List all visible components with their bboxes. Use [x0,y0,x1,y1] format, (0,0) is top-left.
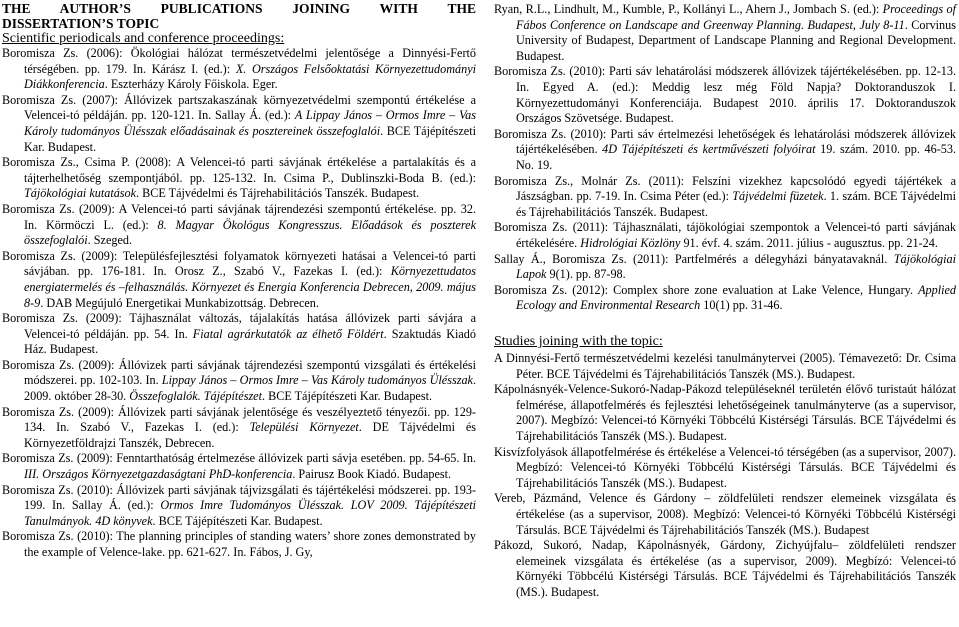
entry-italic-text: Összefoglalók. Tájépítészet [129,389,262,404]
bibliography-entry [2,46,476,93]
entry-text: Boromisza Zs. (2012): Complex shore zone evaluation at Lake Velence, Hungary. [494,282,919,297]
bibliography-entry [2,249,476,311]
bibliography-entry [2,451,476,482]
entry-italic-text: Applied Ecology and Environmental Research [516,282,956,313]
left-column [2,2,476,561]
entry-text: . Pairusz Book Kiadó. Budapest. [292,467,452,482]
entry-italic-text: Tájvédelmi füzetek [732,189,824,204]
entry-text: 9(1). pp. 87-98. [546,267,626,282]
entry-text: . Corvinus University of Budapest, Department of Landscape Planning and Regional Development. Budapest. [516,17,956,63]
entry-italic-text: 4D Tájépítészeti és kertművészeti folyóirat [602,142,816,157]
entry-text: Boromisza Zs. (2009): Fenntarthatóság értelmezése állóvizek parti sávja esetében. pp. 54-65. In. [2,451,476,466]
bibliography-entry [2,405,476,452]
bibliography-entry [2,529,476,560]
entry-text: Boromisza Zs. (2011): Tájhasználati, tájökológiai szempontok a Velencei-tó parti sávjának értékelésére. [494,220,956,250]
entry-text: . Szaktudás Kiadó Ház. Budapest. [24,326,476,357]
study-entry [494,445,956,492]
entry-text: Boromisza Zs. (2009): Tájhasználat változás, tájalakítás hatása állóvizek parti sávjára a Velencei-tó példáján. pp. 54. In. [2,311,476,341]
entry-text: A Dinnyési-Fertő természetvédelmi kezelési tanulmánytervei (2005). Témavezető: Dr. Csima Péter. BCE Tájvédelmi és Tájrehabilitációs Tanszék (MS.). Budapest. [494,351,956,381]
entry-italic-text: Ormos Imre Tudományos Ülésszak. LOV 2009. Tájépítészeti Tanulmányok. 4D könyvek [24,498,476,528]
entry-italic-text: Proceedings of Fábos Conference on Landscape and Greenway Planning. Budapest, July 8-11 [516,2,956,32]
bibliography-entry [494,220,956,251]
entry-italic-text: III. Országos Környezetgazdaságtani PhD-konferencia [24,467,293,482]
entry-text: Boromisza Zs. (2010): Parti sáv lehatárolási módszerek állóvizek tájértékelésében. pp. 12-13. In. Egyed A. (ed.): Meddig lesz még Föld Napja? Doktoranduszok I. Környezettudományi Konferenciája. Budapest 2010. április 17. Doktoranduszok Országos Szövetsége. Budapest. [494,64,956,126]
entry-text: . BCE Tájépítészeti Kar. Budapest. [152,513,323,528]
bibliography-entry [2,358,476,405]
left-entry-list [2,46,476,561]
entry-italic-text: 8. Magyar Ökológus Kongresszus. Előadások és poszterek összefoglalói [24,217,476,248]
entry-text: 91. évf. 4. szám. 2011. július - augusztus. pp. 21-24. [680,235,938,250]
entry-text: Boromisza Zs. (2007): Állóvizek partszakaszának környezetvédelmi szempontú értékelése a Velencei-tó példáján. pp. 120-121. In. Sallay Á. (ed.): [2,92,476,123]
entry-text: 19. szám. 2010. pp. 46-53. No. 19. [516,142,956,172]
right-entry-list [494,2,956,314]
study-entry [494,382,956,444]
bibliography-entry [2,93,476,155]
page-title [2,2,476,31]
entry-text: Kápolnásnyék-Velence-Sukoró-Nadap-Pákozd településeknél területén élővő turistaút hálózat felmérése, állapotfelmérés és fejlesztési lehetőségeinek tanulmányterve (as a supervisor, 2007). Megbízó: Velencei-tó Környéki Többcélú Kistérségi Társulás. BCE Tájvédelmi és Tájrehabilitációs Tanszék (MS.). Budapest. [494,382,956,443]
entry-text: Boromisza Zs., Molnár Zs. (2011): Felszíni vizekhez kapcsolódó egyedi tájértékek a Jászságban. pp. 7-19. In. Csima Péter (ed.): [494,173,956,204]
entry-text: . Szeged. [87,233,132,248]
entry-text: Kisvízfolyások állapotfelmérése és értékelése a Velencei-tó térségében (as a supervisor, 2007). Megbízó: Velencei-tó Környéki Többcélú Kistérségi Társulás. BCE Tájvédelmi és Tájrehabilitációs Tanszék (MS.). Budapest. [494,444,956,490]
bibliography-entry [494,64,956,126]
entry-italic-text: Lippay János – Ormos Imre – Vas Károly tudományos Ülésszak [161,373,473,388]
entry-italic-text: Települési Környezet [249,420,359,435]
entry-text: 10(1) pp. 31-46. [700,298,783,313]
entry-italic-text: Hidrológiai Közlöny [580,235,681,250]
bibliography-entry [494,283,956,314]
periodicals-subheading: Scientific periodicals and conference proceedings: [2,31,285,46]
entry-text: Boromisza Zs. (2006): Ökológiai hálózat természetvédelmi jelentősége a Dinnyési-Fertő térségében. pp. 179. In. Kárász I. (ed.): [2,46,476,76]
entry-text: Boromisza Zs. (2009): Településfejlesztési folyamatok környezeti hatásai a Velencei-tó parti sávjában. pp. 176-181. In. Orosz Z., Szabó V., Fazekas I. (ed.): [2,248,476,279]
entry-text: . Eszterházy Károly Főiskola. Eger. [104,77,278,92]
bibliography-entry [494,2,956,64]
entry-text: Boromisza Zs. (2010): The planning principles of standing waters’ shore zones demonstrated by the example of Velence-lake. pp. 621-627. In. Fábos, J. Gy, [2,529,476,559]
entry-text: Boromisza Zs. (2009): A Velencei-tó parti sávjának tájrendezési szempontú értékelése. pp. 32. In. Körmöczi L. (ed.): [2,201,476,232]
entry-text: Vereb, Pázmánd, Velence és Gárdony – zöldfelületi rendszer elemeinek vizsgálata és értékelése (as a supervisor, 2008). Megbízó: Velencei-tó Környéki Többcélú Kistérségi Társulás. BCE Tájvédelmi és Tájrehabilitációs Tanszék (MS.). Budapest [494,491,956,537]
entry-italic-text: X. Országos Felsőoktatási Környezettudományi Diákkonferencia [24,61,476,92]
entry-text: Boromisza Zs. (2010): Állóvizek parti sávjának tájvizsgálati és tájértékelési módszerei. pp. 193-199. In. Sallay Á. (ed.): [2,482,476,513]
entry-text: Boromisza Zs. (2009): Állóvizek parti sávjának jelentősége és veszélyeztető tényezői. pp. 129-134. In. Szabó V., Fazekas I. (ed.): [2,404,476,435]
entry-text: . 2009. október 28-30. [24,373,476,404]
bibliography-entry [494,127,956,174]
entry-text: . BCE Tájépítészeti Kar. Budapest. [261,389,433,404]
bibliography-entry [494,252,956,283]
study-entry [494,538,956,600]
study-entry [494,491,956,538]
title-line-1: THE AUTHOR’S PUBLICATIONS JOINING WITH THE [2,1,476,16]
studies-list [494,351,956,601]
entry-italic-text: Fiatal agrárkutatók az élhető Földért [192,326,384,341]
bibliography-entry [2,155,476,202]
entry-text: Pákozd, Sukoró, Nadap, Kápolnásnyék, Gárdony, Zichyújfalu– zöldfelületi rendszer elemeinek vizsgálata és értékelése (as a supervisor, 2009). Megbízó: Velencei-tó Környéki Többcélú Kistérségi Társulás. BCE Tájvédelmi és Tájrehabilitációs Tanszék (MS.). Budapest. [494,538,956,599]
entry-italic-text: A Lippay János – Ormos Imre – Vas Károly tudományos Ülésszak előadásainak és posztereinek összefoglalói [24,108,476,138]
studies-heading: Studies joining with the topic: [494,334,663,349]
entry-text: Boromisza Zs. (2009): Állóvizek parti sávjának tájrendezési szempontú vizsgálati és értékelési módszerei. pp. 102-103. In. [2,357,476,388]
entry-text: . DAB Megújuló Energetikai Munkabizottság. Debrecen. [40,295,319,310]
entry-text: Sallay Á., Boromisza Zs. (2011): Partfelmérés a délegyházi bányatavaknál. [494,251,894,266]
entry-text: Ryan, R.L., Lindhult, M., Kumble, P., Kollányi L., Ahern J., Jombach S. (ed.): [494,2,883,16]
entry-text: Boromisza Zs. (2010): Parti sáv értelmezési lehetőségek és lehatárolási módszerek állóvizek tájértékelésében. [494,126,956,157]
entry-text: . BCE Tájépítészeti Kar. Budapest. [24,123,476,154]
entry-text: . BCE Tájvédelmi és Tájrehabilitációs Tanszék. Budapest. [136,186,420,201]
entry-italic-text: Tájökológiai kutatások [24,186,137,201]
bibliography-entry [494,174,956,221]
study-entry [494,351,956,382]
right-column [494,2,956,599]
bibliography-entry [2,483,476,530]
entry-italic-text: Környezettudatos energiatermelés és –felhasználás. Környezet és Energia Konferencia Debrecen, 2009. május 8-9 [24,264,476,310]
entry-text: . DE Tájvédelmi és Környezetföldrajzi Tanszék, Debrecen. [24,420,476,450]
title-line-2: DISSERTATION’S TOPIC [2,15,160,31]
entry-text: Boromisza Zs., Csima P. (2008): A Velencei-tó parti sávjának értékelése a partalakítás és a tájterhelhetőség szempontjából. pp. 125-132. In. Csima P., Dublinszki-Boda B. (ed.): [2,155,476,185]
bibliography-entry [2,311,476,358]
entry-italic-text: Tájökológiai Lapok [516,251,956,282]
bibliography-entry [2,202,476,249]
entry-text: . 1. szám. BCE Tájvédelmi és Tájrehabilitációs Tanszék. Budapest. [516,189,956,219]
